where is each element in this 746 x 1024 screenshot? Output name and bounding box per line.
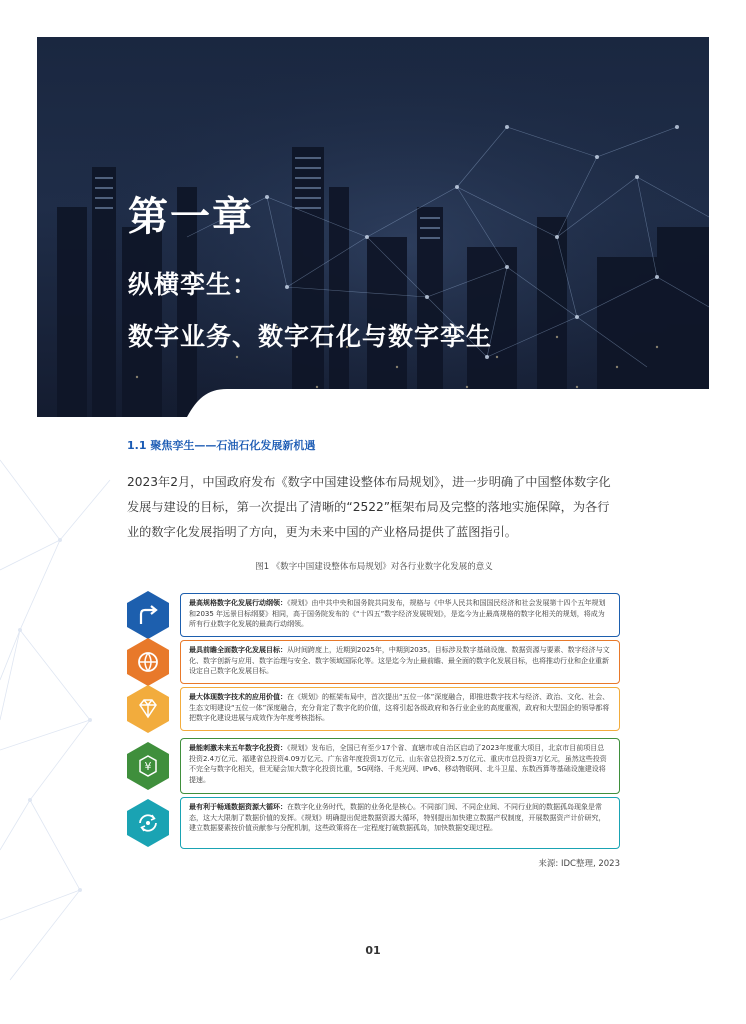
- figure-item: [125, 640, 622, 684]
- figure-item: [125, 593, 622, 637]
- figure-source: 来源: IDC整理, 2023: [538, 859, 620, 869]
- figure-item-text: 《规划》由中共中央和国务院共同发布，规格与《中华人民共和国国民经济和社会发展第十四个五年规划和2035 年远景目标纲要》相同，高于国务院发布的《“十四五”数字经济发展规划》，是迄今为止最高规格的数字化相关的规划，将成为所有行业数字化发展的最高行动纲领。: [189, 599, 606, 628]
- figure-item-box: [180, 687, 620, 731]
- network-decoration: [0, 420, 120, 1020]
- figure-item-title: 最能刺激未来五年数字化投资：: [189, 744, 287, 752]
- figure-item-title: 最大体现数字技术的应用价值：: [189, 693, 287, 701]
- chapter-title: 第一章: [128, 194, 254, 240]
- figure-item-text: 《规划》发布后，全国已有至少17个省、直辖市或自治区启动了2023年度重大项目，北京市目前项目总投资2.4万亿元、福建省总投资4.09万亿元、广东省年度投资1万亿元、山东省总投资2.5万亿元、重庆市总投资3万亿元，虽然这些投资不完全与数字化相关，但无疑会加大数字化投资比重，5G网络、千兆光网、IPv6、移动物联网、北斗卫星、东数西算等基础设施建设将提速。: [189, 744, 607, 784]
- page-number: 01: [365, 944, 381, 957]
- diamond-icon: [125, 684, 171, 734]
- arrow-turn-icon: [125, 590, 171, 640]
- figure-item-title: 最具前瞻全面数字化发展目标：: [189, 646, 287, 654]
- figure-item-box: [180, 738, 620, 794]
- figure-item: [125, 738, 622, 794]
- svg-text:¥: ¥: [144, 760, 152, 773]
- figure-caption: 图1 《数字中国建设整体布局规划》对各行业数字化发展的意义: [255, 562, 493, 572]
- figure-item-box: [180, 640, 620, 684]
- figure-item: [125, 797, 622, 849]
- figure-item-title: 最高规格数字化发展行动纲领：: [189, 599, 287, 607]
- intro-paragraph: 2023年2月，中国政府发布《数字中国建设整体布局规划》，进一步明确了中国整体数字化发展与建设的目标，第一次提出了清晰的“2522”框架布局及完整的落地实施保障，为各行业的数字化发展指明了方向，更为未来中国的产业格局提供了蓝图指引。: [127, 475, 611, 539]
- section-heading: 1.1 聚焦孪生——石油石化发展新机遇: [127, 439, 316, 452]
- cycle-icon: [125, 798, 171, 848]
- figure-item-text: 在数字化业务时代，数据的业务化是核心。不同部门间、不同企业间、不同行业间的数据孤岛现象是常态，这大大限制了数据价值的发挥。《规划》明确提出促进数据资源大循环，特别提出加快建立数据产权制度，开展数据资产计价研究，建立数据要素按价值贡献参与分配机制，这些政策将在一定程度打破数据孤岛，加快数据变现过程。: [189, 803, 606, 832]
- figure-item: [125, 687, 622, 731]
- hero-banner: [37, 37, 709, 417]
- yuan-icon: [125, 741, 171, 791]
- chapter-subtitle-line2: 数字业务、数字石化与数字孪生: [128, 322, 493, 351]
- figure-item-text: 在《规划》的框架布局中，首次提出“五位一体”深度融合，即推进数字技术与经济、政治、文化、社会、生态文明建设“五位一体”深度融合，充分肯定了数字化的价值，这将引起各级政府和各行业企业的高度重视，政府和大型国企的领导都将把数字化建设进展与成效作为年度考核指标。: [189, 693, 610, 722]
- figure-item-box: [180, 593, 620, 637]
- figure-item-box: [180, 797, 620, 849]
- globe-icon: [125, 637, 171, 687]
- figure-item-text: 从时间跨度上，近期到2025年，中期到2035。目标涉及数字基础设施、数据资源与要素、数字经济与文化、数字创新与应用、数字治理与安全、数字领域国际化等。这是迄今为止最前瞻、最全面的数字化发展目标，也将推动行业和企业重新设定自己数字化发展目标。: [189, 646, 610, 675]
- chapter-subtitle-line1: 纵横孪生：: [128, 270, 259, 299]
- figure-item-title: 最有利于畅通数据资源大循环：: [189, 803, 287, 811]
